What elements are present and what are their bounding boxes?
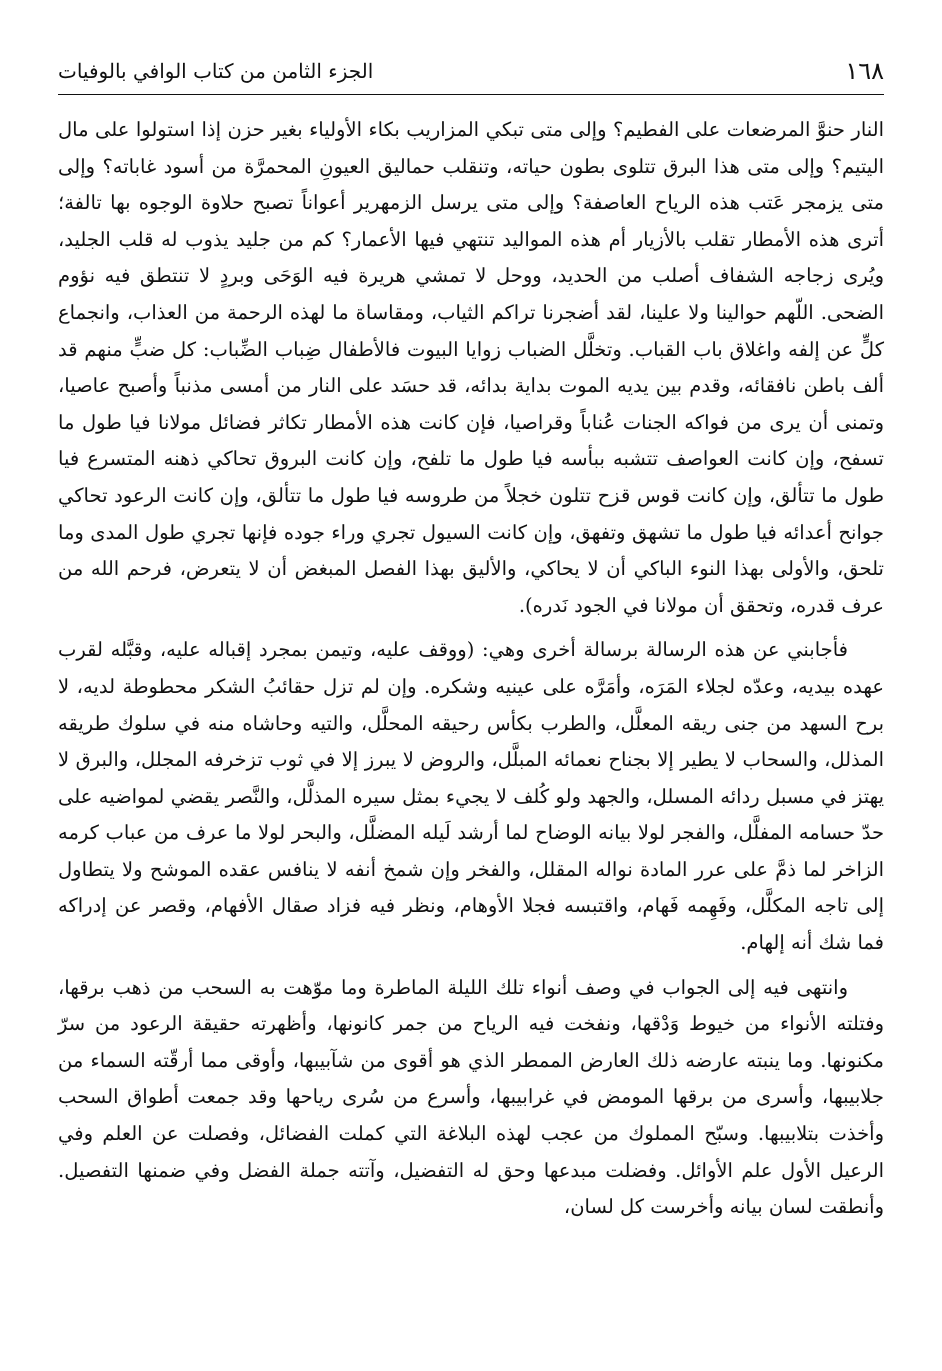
paragraph-1: النار حنوَّ المرضعات على الفطيم؟ وإلى متى تبكي المزاريب بكاء الأولياء بغير حزن إذا استولوا على مال اليتيم؟ وإلى متى هذا البرق تتلوى بطون حياته، وتنقلب حماليق العيونِ المحمرَّة من أسود غاباته؟ وإلى متى يزمجر عَتب هذه الرياح العاصفة؟ وإلى متى يرسل الزمهرير أعواناً تصبح حلاوة الوجوه بها تالفة؛ أترى هذه الأمطار تقلب بالأزيار أم هذه المواليد تنتهي فيها الأعمار؟ كم من جليد يذوب له قلب الجليد، ويُرى زجاجه الشفاف أصلب من الحديد، ووحل لا تمشي هريرة فيه الوَحَى وبردٍ لا تنتطق فيه نؤوم الضحى. اللّهم حوالينا ولا علينا، لقد أضجرنا تراكم الثياب، ومقاساة ما لهذه الرحمة من العذاب، وانجماع كلٍّ عن إلفه واغلاق باب القباب. وتخلَّل الضباب زوايا البيوت فالأطفال ضِباب الضِّباب: كل ضبٍّ منهم قد ألف باطن نافقائه، وقدم بين يديه الموت بداية بدائه، قد حسَد على النار من أمسى مذنباً وأصبح عاصيا، وتمنى أن يرى من فواكه الجنات عُناباً وقراصيا، فإن كانت هذه الأمطار تكاثر فضائل مولانا فيا طول ما تسفح، وإن كانت العواصف تتشبه ببأسه فيا طول ما تلفح، وإن كانت البروق تحاكي ذهنه المتسرع فيا طول ما تتألق، وإن كانت قوس قزح تتلون خجلاً من طروسه فيا طول ما تتألق، وإن كانت الرعود تحاكي جوانح أعدائه فيا طول ما تشهق وتفهق، وإن كانت السيول تجري وراء جوده فإنها تجري طول المدى وما تلحق، والأولى بهذا النوء الباكي أن لا يحاكي، والأليق بهذا الفصل المبغض أن لا يتعرض، فرحم الله من عرف قدره، وتحقق أن مولانا في الجود نَدره). [58,118,884,617]
running-title: الجزء الثامن من كتاب الوافي بالوفيات [58,59,374,83]
body-text [58,112,884,1226]
header-rule [58,94,884,95]
page-header [58,52,884,90]
page-number: ١٦٨ [845,57,884,85]
paragraph-3: وانتهى فيه إلى الجواب في وصف أنواء تلك الليلة الماطرة وما موّهت به السحب من ذهب برقها، وفتلته الأنواء من خيوط وَدْقها، ونفخت فيه الرياح من جمر كانونها، وأظهرته حقيقة الرعود من سرّ مكنونها. وما ينبته عارضه ذلك العارض الممطر الذي هو أقوى من شآبيبها، وأوقى مما أرقّته السماء من جلابيبها، وأسرى من برقها المومض في غرابيبها، وأسرع من سُرى رياحها وقد جمعت أطواق السحب وأخذت بتلابيبها. وسبّح المملوك من عجب لهذه البلاغة التي كملت الفضائل، وفصلت عن العلم وفي الرعيل الأول علم الأوائل. وفضلت مبدعها وحق له التفضيل، وآتته جملة الفضل وفي ضمنها التفصيل. وأنطقت لسان بيانه وأخرست كل لسان، [58,975,884,1219]
paragraph-2: فأجابني عن هذه الرسالة برسالة أخرى وهي: (ووقف عليه، وتيمن بمجرد إقباله عليه، وقبَّله لقرب عهده بيديه، وعدّه لجلاء المَرَه، وأمَرَّه على عينيه وشكره. وإن لم تزل حقائبُ الشكر محطوطة لديه، لا برح السهد من جنى ريقه المعلَّل، والطرب بكأس رحيقه المحلَّل، والتيه وحاشاه منه في سلوك طريقه المذلل، والسحاب لا يطير إلا بجناح نعمائه المبلَّل، والروض لا يبرز إلا في ثوب تزخرفه المجلل، والبرق لا يهتز في مسبل ردائه المسلل، والجهد ولو كُلف لا يجيء بمثل سيره المذلَّل، والنَّصر يقضي لمواضيه على حدّ حسامه المفلَّل، والفجر لولا بيانه الوضاح لما أرشد لَيله المضلَّل، والبحر لولا ما عرف من عباب كرمه الزاخر لما ذمَّ على عرر المادة نواله المقلل، والفخر وإن شمخ أنفه لا ينافس عقده الموشح ولا يتطاول إلى تاجه المكلَّل، وفَهِمه فَهام، واقتبسه فجلا الأوهام، ونظر فيه فزاد صقال الأفهام، وقصر عن إدراكه فما شك أنه إلهام. [58,638,884,955]
